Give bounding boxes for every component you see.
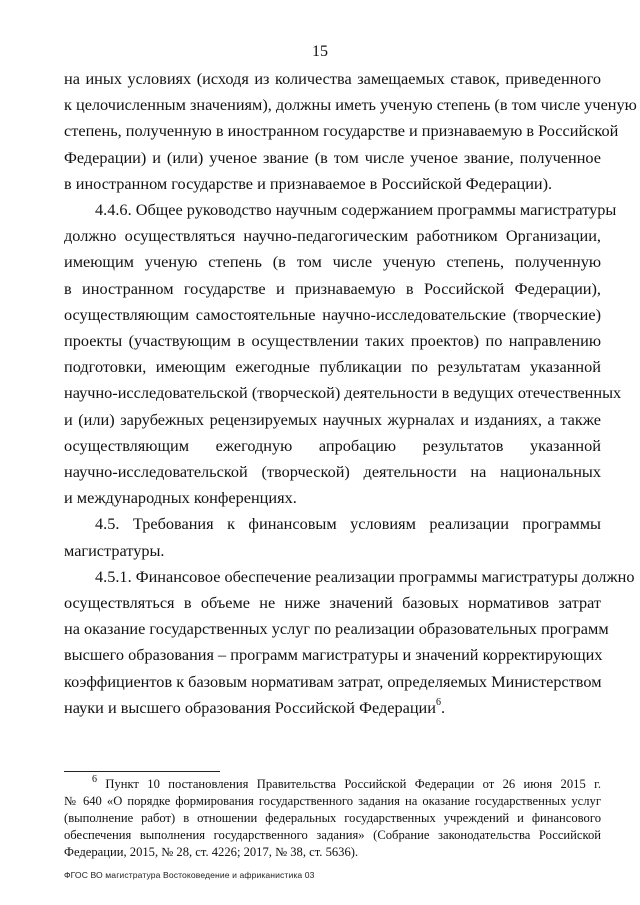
body-line: на оказание государственных услуг по реализации образовательных программ [64,619,609,639]
footnote-line: обеспечения выполнения государственного задания» (Собрание законодательства Российской [64,828,601,843]
body-line: подготовки, имеющим ежегодные публикации по результатам указанной [64,357,601,377]
footnote-reference: 6 [435,697,441,709]
body-line: 4.4.6. Общее руководство научным содержанием программы магистратуры [95,200,617,219]
body-line: магистратуры. [64,540,165,560]
body-line: проекты (участвующим в осуществлении таких проектов) по направлению [64,331,601,350]
body-line: коэффициентов к базовым нормативам затрат, определяемых Министерством [64,671,602,691]
body-line: высшего образования – программ магистратуры и значений корректирующих [64,645,603,665]
footnote-line: Федерации, 2015, № 28, ст. 4226; 2017, № 38, ст. 5636). [64,845,359,860]
body-line: науки и высшего образования Российской Федерации$^6$. [64,697,446,717]
footnote-line: (выполнение работ) в отношении федеральных государственных учреждений и финансового [64,811,601,826]
body-line: научно-исследовательской (творческой) деятельности на национальных [64,462,601,481]
body-line: осуществляющим самостоятельные научно-исследовательские (творческие) [64,304,601,324]
body-line: научно-исследовательской (творческой) деятельности в ведущих отечественных [64,383,622,403]
body-line: в иностранном государстве и признаваемое в Российской Федерации). [64,173,553,193]
body-line: степень, полученную в иностранном государстве и признаваемую в Российской [64,121,619,141]
body-line: имеющим ученую степень (в том числе ученую степень, полученную [64,252,601,272]
body-line: к целочисленным значениям), должны иметь ученую степень (в том числе ученую [64,95,637,115]
body-line: и (или) зарубежных рецензируемых научных журналах и изданиях, а также [64,409,601,429]
footer-text: ФГОС ВО магистратура Востоковедение и африканистика 03 [64,870,315,880]
body-line: на иных условиях (исходя из количества замещаемых ставок, приведенного [64,69,601,88]
body-line: 4.5.1. Финансовое обеспечение реализации программы магистратуры должно [95,566,635,586]
body-line: Федерации) и (или) ученое звание (в том числе ученое звание, полученное [64,147,601,167]
body-line: должно осуществляться научно-педагогическим работником Организации, [64,226,601,246]
body-line: осуществляться в объеме не ниже значений базовых нормативов затрат [64,593,601,612]
page-number: 15 [312,43,328,60]
footnote-separator [64,771,220,772]
body-line: в иностранном государстве и признаваемую в Российской Федерации), [64,278,601,298]
body-line: осуществляющим ежегодную апробацию результатов указанной [64,435,601,455]
body-line: 4.5. Требования к финансовым условиям реализации программы [95,514,601,534]
footnote-marker: 6 [92,773,97,785]
footnote-line: $^6$ Пункт 10 постановления Правительства Российской Федерации от 26 июня 2015 г. [92,773,601,791]
body-line: и международных конференциях. [64,488,297,508]
footnote-line: № 640 «О порядке формирования государственного задания на оказание государственных услуг [64,794,601,809]
